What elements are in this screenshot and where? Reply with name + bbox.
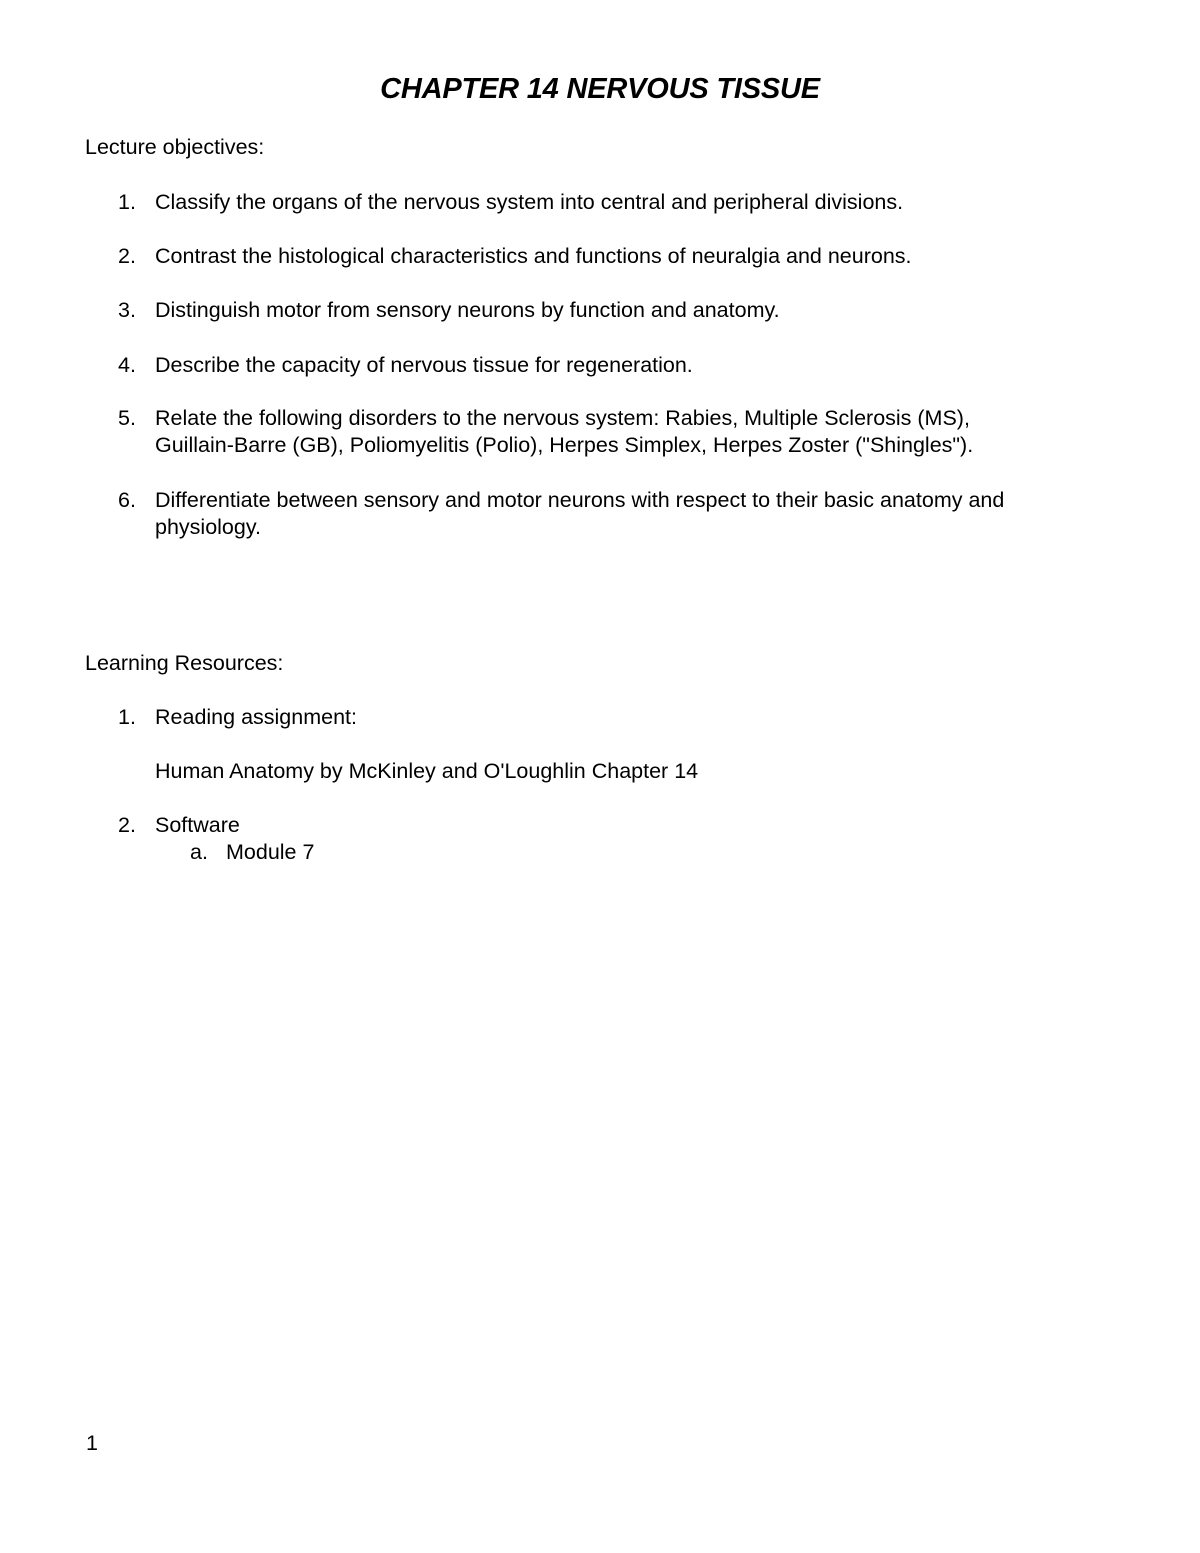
objective-line: Classify the organs of the nervous system into central and peripheral divisions. [155, 190, 904, 214]
chapter-title: CHAPTER 14 NERVOUS TISSUE [380, 73, 820, 105]
objective-text [155, 297, 1125, 324]
lecture-objectives-heading: Lecture objectives: [85, 135, 265, 159]
objective-number: 6. [118, 488, 136, 512]
objective-text [155, 405, 1125, 459]
resource-text: Reading assignment: [155, 705, 357, 729]
objective-line: Guillain-Barre (GB), Poliomyelitis (Polio), Herpes Simplex, Herpes Zoster ("Shingles"). [155, 433, 974, 457]
resource-number: 1. [118, 705, 136, 729]
objective-line: Contrast the histological characteristics and functions of neuralgia and neurons. [155, 244, 912, 268]
page-number: 1 [86, 1431, 98, 1455]
subitem-text: Module 7 [226, 840, 315, 864]
reading-assignment-detail: Human Anatomy by McKinley and O'Loughlin Chapter 14 [155, 759, 699, 783]
objective-text [155, 487, 1125, 541]
objective-line: Distinguish motor from sensory neurons by function and anatomy. [155, 298, 780, 322]
objective-text [155, 352, 1125, 379]
objective-number: 1. [118, 190, 136, 214]
resource-text: Software [155, 813, 240, 837]
objective-number: 3. [118, 298, 136, 322]
resource-number: 2. [118, 813, 136, 837]
objective-number: 4. [118, 353, 136, 377]
subitem-letter: a. [190, 840, 208, 864]
objective-line: Describe the capacity of nervous tissue for regeneration. [155, 353, 693, 377]
objective-line: Relate the following disorders to the nervous system: Rabies, Multiple Sclerosis (MS), [155, 406, 970, 430]
objective-text [155, 189, 1125, 216]
objective-line: physiology. [155, 515, 261, 539]
objective-number: 5. [118, 406, 136, 430]
objective-line: Differentiate between sensory and motor neurons with respect to their basic anatomy and [155, 488, 1005, 512]
learning-resources-heading: Learning Resources: [85, 651, 284, 675]
objective-number: 2. [118, 244, 136, 268]
objective-text [155, 243, 1125, 270]
